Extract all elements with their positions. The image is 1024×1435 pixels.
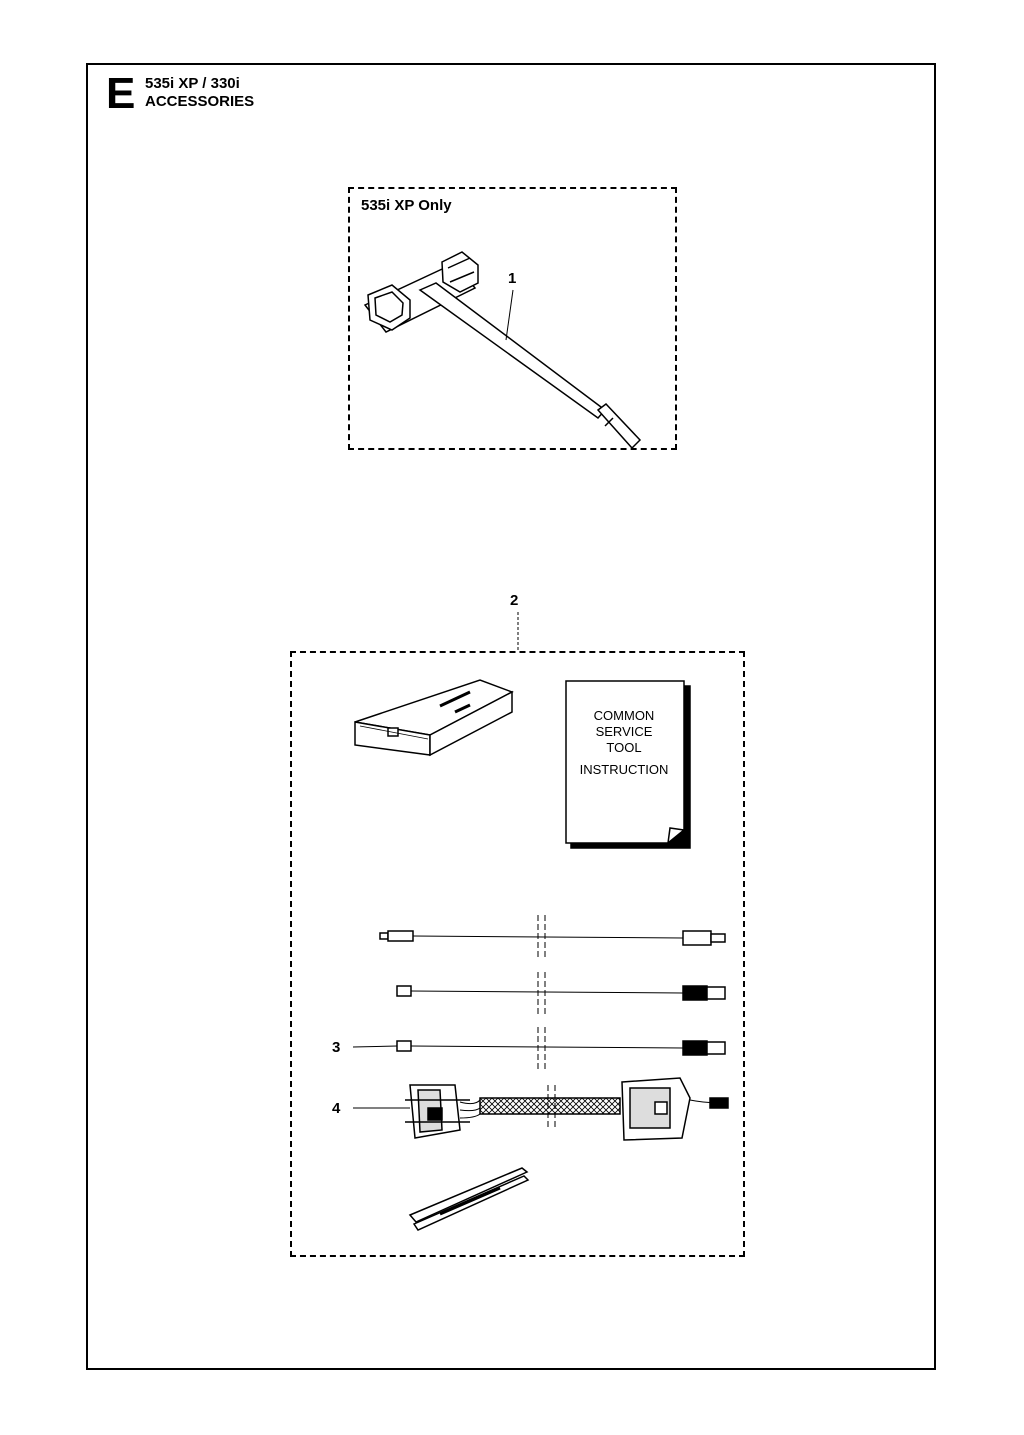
harness-adapter bbox=[405, 1078, 728, 1140]
callout-2: 2 bbox=[510, 592, 519, 609]
manual-text-line-4: INSTRUCTION bbox=[579, 762, 669, 777]
cable-1 bbox=[380, 915, 725, 960]
callout-4: 4 bbox=[332, 1100, 341, 1117]
manual-text-line-1: COMMON bbox=[593, 708, 655, 723]
section-letter: E bbox=[106, 69, 136, 118]
tweezers bbox=[410, 1168, 528, 1230]
callout-3: 3 bbox=[332, 1039, 341, 1056]
manual-text-line-2: SERVICE bbox=[595, 724, 653, 739]
box-535i-only-label: 535i XP Only bbox=[361, 197, 452, 214]
leader-1 bbox=[506, 290, 513, 340]
cable-3 bbox=[397, 1027, 725, 1070]
manual-text-line-3: TOOL bbox=[606, 740, 642, 755]
combination-wrench bbox=[365, 252, 640, 448]
model-title: 535i XP / 330i bbox=[145, 75, 240, 92]
service-tool-box bbox=[355, 680, 512, 755]
page-title: ACCESSORIES bbox=[145, 93, 255, 110]
cable-2 bbox=[397, 972, 725, 1015]
leader-3 bbox=[353, 1046, 397, 1047]
callout-1: 1 bbox=[508, 270, 517, 287]
